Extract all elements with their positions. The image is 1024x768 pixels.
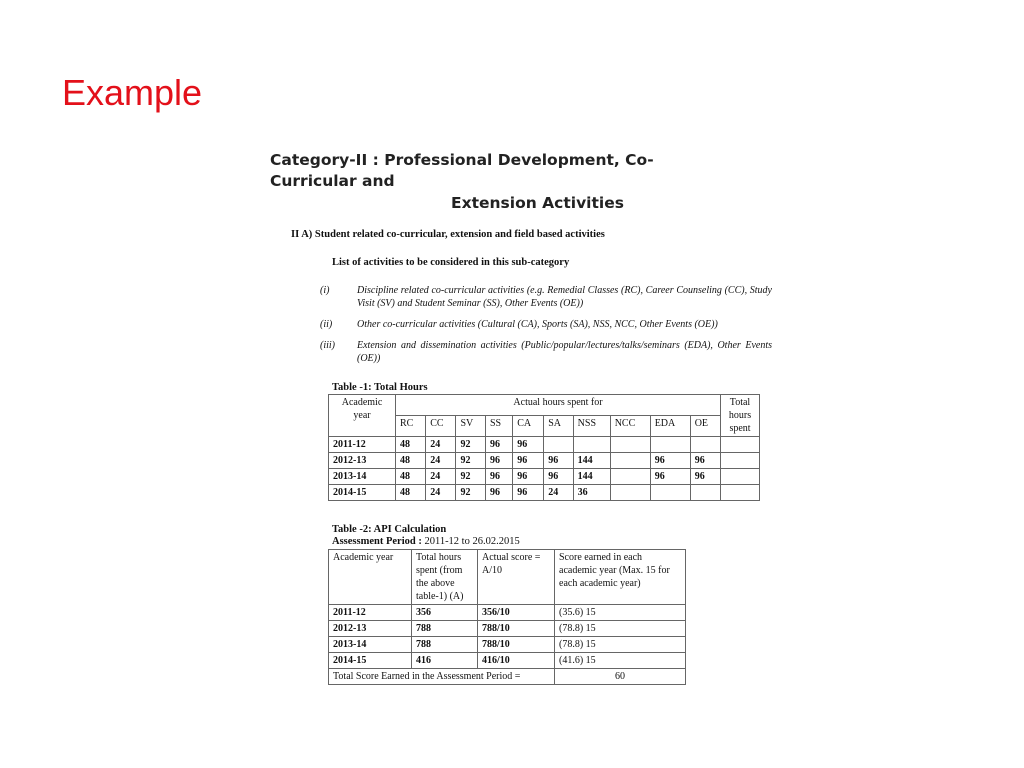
item-number: (ii): [320, 319, 333, 330]
cell-sv: 92: [456, 485, 485, 501]
period-label: Assessment Period :: [332, 536, 422, 547]
cell-total: [721, 469, 760, 485]
cell-ncc: [610, 453, 650, 469]
table-row: [329, 605, 686, 621]
item-number: (iii): [320, 340, 335, 351]
cell-sa: 96: [544, 453, 573, 469]
table-row: [329, 485, 760, 501]
cell-earned: (35.6) 15: [555, 605, 686, 621]
column-header-nss: NSS: [573, 416, 610, 437]
cell-cc: 24: [426, 469, 456, 485]
category-line-1: Category-II : Professional Development, Co-: [270, 151, 654, 169]
item-text: Other co-curricular activities (Cultural (CA), Sports (SA), NSS, NCC, Other Events (OE)): [357, 319, 718, 330]
column-header-ca: CA: [513, 416, 544, 437]
column-header-rc: RC: [396, 416, 426, 437]
total-score-value: 60: [555, 669, 686, 685]
period-value: 2011-12 to 26.02.2015: [421, 536, 520, 547]
cell-hours: 788: [412, 621, 478, 637]
item-text: Extension and dissemination activities (Public/popular/lectures/talks/seminars (EDA), Other Events (OE)): [357, 340, 772, 364]
cell-sa: [544, 437, 573, 453]
cell-cc: 24: [426, 485, 456, 501]
item-number: (i): [320, 285, 330, 296]
cell-ss: 96: [485, 437, 512, 453]
cell-total: [721, 485, 760, 501]
column-header-ncc: NCC: [610, 416, 650, 437]
cell-score: 416/10: [478, 653, 555, 669]
activity-list: [320, 284, 772, 373]
cell-nss: [573, 437, 610, 453]
cell-eda: [650, 485, 690, 501]
list-item: [320, 284, 772, 310]
category-heading: [270, 150, 790, 214]
cell-year: 2014-15: [329, 653, 412, 669]
cell-year: 2013-14: [329, 637, 412, 653]
cell-cc: 24: [426, 437, 456, 453]
cell-ncc: [610, 469, 650, 485]
cell-oe: [690, 485, 720, 501]
cell-ss: 96: [485, 453, 512, 469]
cell-hours: 788: [412, 637, 478, 653]
subcategory-heading: List of activities to be considered in this sub-category: [332, 257, 570, 268]
header-academic-year: Academic year: [329, 550, 412, 605]
cell-nss: 36: [573, 485, 610, 501]
cell-year: 2011-12: [329, 605, 412, 621]
row-year: 2013-14: [329, 469, 396, 485]
cell-ss: 96: [485, 485, 512, 501]
column-header-sv: SV: [456, 416, 485, 437]
section-heading: II A) Student related co-curricular, extension and field based activities: [291, 229, 605, 240]
cell-ca: 96: [513, 453, 544, 469]
total-hours-table: [328, 394, 760, 501]
column-header-cc: CC: [426, 416, 456, 437]
cell-rc: 48: [396, 485, 426, 501]
assessment-period: [332, 536, 520, 547]
cell-sa: 96: [544, 469, 573, 485]
cell-total: [721, 453, 760, 469]
api-calculation-table: [328, 549, 686, 685]
column-header-ss: SS: [485, 416, 512, 437]
cell-score: 788/10: [478, 637, 555, 653]
cell-eda: [650, 437, 690, 453]
header-academic-year: Academic year: [329, 395, 396, 437]
cell-earned: (41.6) 15: [555, 653, 686, 669]
cell-sv: 92: [456, 453, 485, 469]
cell-ca: 96: [513, 485, 544, 501]
category-line-2: Curricular and: [270, 172, 395, 190]
column-header-sa: SA: [544, 416, 573, 437]
header-total-hours: Total hours spent (from the above table-1) (A): [412, 550, 478, 605]
cell-nss: 144: [573, 453, 610, 469]
header-actual-hours: Actual hours spent for: [396, 395, 721, 416]
cell-oe: 96: [690, 453, 720, 469]
header-score-earned: Score earned in each academic year (Max. 15 for each academic year): [555, 550, 686, 605]
cell-eda: 96: [650, 453, 690, 469]
table2-caption: Table -2: API Calculation: [332, 524, 447, 535]
cell-ncc: [610, 437, 650, 453]
table-row: [329, 637, 686, 653]
list-item: [320, 339, 772, 365]
category-line-3: Extension Activities: [451, 194, 624, 212]
table1-caption: Table -1: Total Hours: [332, 382, 428, 393]
cell-sa: 24: [544, 485, 573, 501]
cell-sv: 92: [456, 437, 485, 453]
cell-year: 2012-13: [329, 621, 412, 637]
document-image: [270, 150, 790, 682]
cell-total: [721, 437, 760, 453]
row-year: 2011-12: [329, 437, 396, 453]
list-item: [320, 318, 772, 331]
cell-ca: 96: [513, 437, 544, 453]
cell-sv: 92: [456, 469, 485, 485]
cell-score: 356/10: [478, 605, 555, 621]
cell-earned: (78.8) 15: [555, 637, 686, 653]
table-row: [329, 621, 686, 637]
cell-rc: 48: [396, 469, 426, 485]
table-row: [329, 437, 760, 453]
cell-nss: 144: [573, 469, 610, 485]
table-row: [329, 453, 760, 469]
cell-hours: 356: [412, 605, 478, 621]
cell-ss: 96: [485, 469, 512, 485]
cell-ca: 96: [513, 469, 544, 485]
item-text: Discipline related co-curricular activities (e.g. Remedial Classes (RC), Career Counseling (CC), Study Visit (SV) and Student Seminar (SS), Other Events (OE)): [357, 285, 772, 309]
cell-rc: 48: [396, 453, 426, 469]
header-actual-score: Actual score = A/10: [478, 550, 555, 605]
total-score-label: Total Score Earned in the Assessment Period =: [329, 669, 555, 685]
cell-eda: 96: [650, 469, 690, 485]
column-header-oe: OE: [690, 416, 720, 437]
cell-hours: 416: [412, 653, 478, 669]
table-row: [329, 469, 760, 485]
cell-rc: 48: [396, 437, 426, 453]
cell-score: 788/10: [478, 621, 555, 637]
row-year: 2014-15: [329, 485, 396, 501]
slide-title: Example: [62, 72, 203, 113]
cell-ncc: [610, 485, 650, 501]
cell-cc: 24: [426, 453, 456, 469]
row-year: 2012-13: [329, 453, 396, 469]
cell-oe: [690, 437, 720, 453]
table-row: [329, 653, 686, 669]
header-total-hours: Total hours spent: [721, 395, 760, 437]
column-header-eda: EDA: [650, 416, 690, 437]
cell-earned: (78.8) 15: [555, 621, 686, 637]
cell-oe: 96: [690, 469, 720, 485]
